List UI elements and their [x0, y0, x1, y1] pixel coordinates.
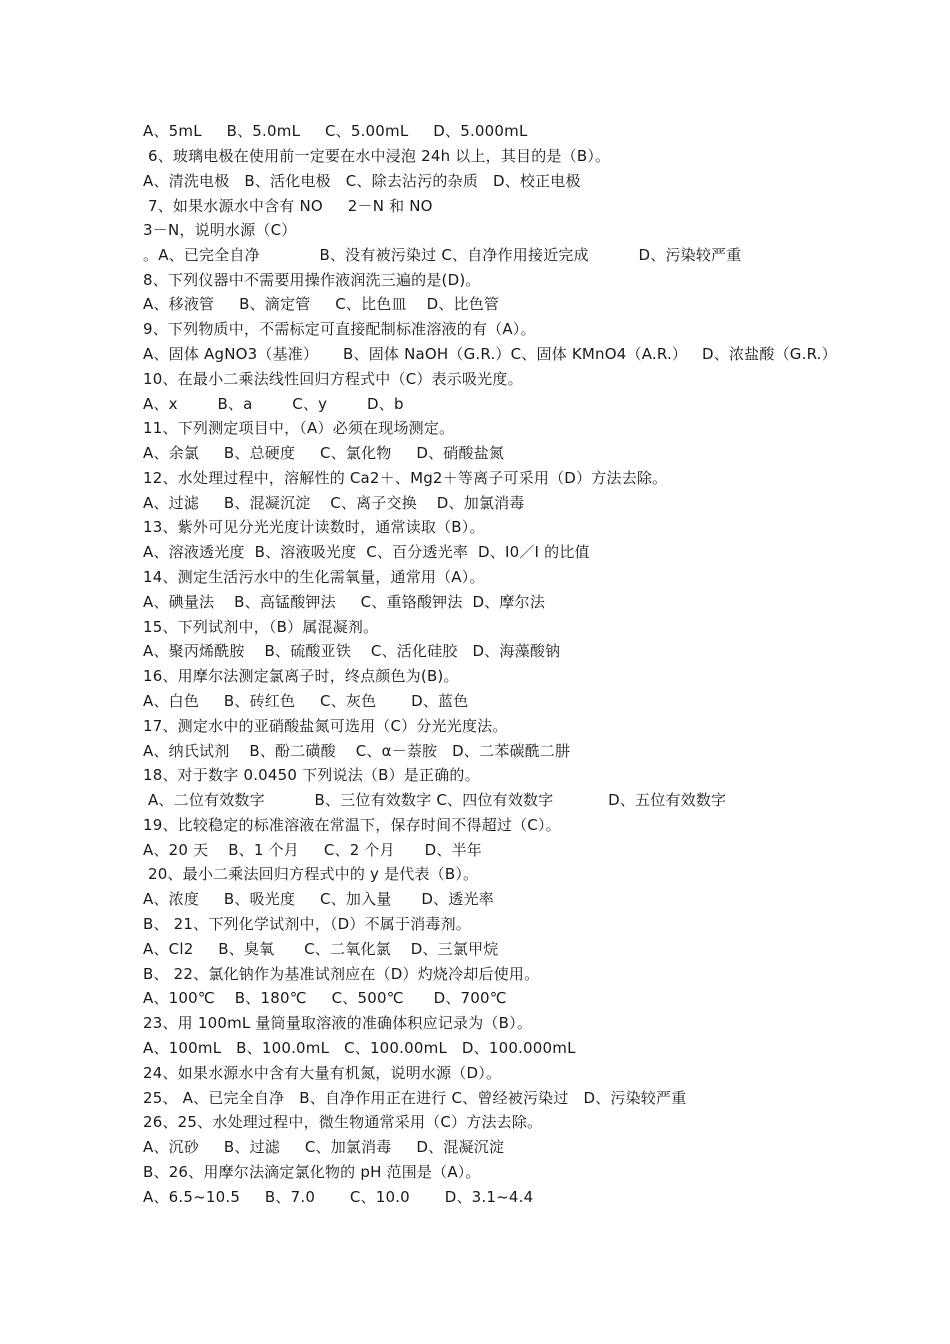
text-line-36: A、100℃ B、180℃ C、500℃ D、700℃ — [143, 989, 507, 1007]
text-line-4: 7、如果水源水中含有 NO 2－N 和 NO — [143, 197, 433, 215]
text-line-2: 6、玻璃电极在使用前一定要在水中浸泡 24h 以上，其目的是（B）。 — [143, 147, 611, 165]
text-line-27: 18、对于数字 0.0450 下列说法（B）是正确的。 — [143, 766, 480, 784]
text-line-9: 9、下列物质中，不需标定可直接配制标准溶液的有（A）。 — [143, 320, 536, 338]
text-line-34: A、Cl2 B、臭氧 C、二氧化氯 D、三氯甲烷 — [143, 940, 499, 958]
text-line-42: A、沉砂 B、过滤 C、加氯消毒 D、混凝沉淀 — [143, 1138, 505, 1156]
text-line-8: A、移液管 B、滴定管 C、比色皿 D、比色管 — [143, 295, 500, 313]
text-line-19: 14、测定生活污水中的生化需氧量，通常用（A）。 — [143, 568, 485, 586]
text-line-24: A、白色 B、砖红色 C、灰色 D、蓝色 — [143, 692, 469, 710]
text-line-32: A、浓度 B、吸光度 C、加入量 D、透光率 — [143, 890, 494, 908]
text-line-12: A、x B、a C、y D、b — [143, 395, 404, 413]
text-line-10: A、固体 AgNO3（基准） B、固体 NaOH（G.R.）C、固体 KMnO4（A.R.） D、浓盐酸（G.R.） — [143, 345, 837, 363]
text-line-22: A、聚丙烯酰胺 B、硫酸亚铁 C、活化硅胶 D、海藻酸钠 — [143, 642, 561, 660]
text-line-38: A、100mL B、100.0mL C、100.00mL D、100.000mL — [143, 1039, 576, 1057]
text-line-18: A、溶液透光度 B、溶液吸光度 C、百分透光率 D、I0／I 的比值 — [143, 543, 590, 561]
text-line-44: A、6.5~10.5 B、7.0 C、10.0 D、3.1~4.4 — [143, 1188, 534, 1206]
text-line-1: A、5mL B、5.0mL C、5.00mL D、5.000mL — [143, 122, 528, 140]
text-line-39: 24、如果水源水中含有大量有机氮，说明水源（D）。 — [143, 1064, 502, 1082]
text-line-35: B、 22、氯化钠作为基准试剂应在（D）灼烧冷却后使用。 — [143, 965, 540, 983]
text-line-28: A、二位有效数字 B、三位有效数字 C、四位有效数字 D、五位有效数字 — [143, 791, 727, 809]
text-line-33: B、 21、下列化学试剂中，（D）不属于消毒剂。 — [143, 915, 471, 933]
text-line-11: 10、在最小二乘法线性回归方程式中（C）表示吸光度。 — [143, 370, 523, 388]
text-line-40: 25、 A、已完全自净 B、自净作用正在进行 C、曾经被污染过 D、污染较严重 — [143, 1089, 687, 1107]
text-line-31: 20、最小二乘法回归方程式中的 y 是代表（B）。 — [143, 865, 479, 883]
text-line-14: A、余氯 B、总硬度 C、氯化物 D、硝酸盐氮 — [143, 444, 505, 462]
text-line-16: A、过滤 B、混凝沉淀 C、离子交换 D、加氯消毒 — [143, 494, 525, 512]
text-line-15: 12、水处理过程中，溶解性的 Ca2＋、Mg2＋等离子可采用（D）方法去除。 — [143, 469, 668, 487]
text-line-29: 19、比较稳定的标准溶液在常温下，保存时间不得超过（C）。 — [143, 816, 561, 834]
text-line-21: 15、下列试剂中，（B）属混凝剂。 — [143, 618, 379, 636]
text-line-5: 3－N，说明水源（C） — [143, 221, 297, 239]
text-line-23: 16、用摩尔法测定氯离子时，终点颜色为(B)。 — [143, 667, 459, 685]
text-line-17: 13、紫外可见分光光度计读数时，通常读取（B）。 — [143, 518, 485, 536]
text-line-7: 8、下列仪器中不需要用操作液润洗三遍的是(D)。 — [143, 271, 481, 289]
text-line-6: 。A、已完全自净 B、没有被污染过 C、自净作用接近完成 D、污染较严重 — [143, 246, 742, 264]
text-line-25: 17、测定水中的亚硝酸盐氮可选用（C）分光光度法。 — [143, 717, 508, 735]
text-line-13: 11、下列测定项目中，（A）必须在现场测定。 — [143, 419, 455, 437]
text-line-43: B、26、用摩尔法滴定氯化物的 pH 范围是（A）。 — [143, 1163, 481, 1181]
text-line-3: A、清洗电极 B、活化电极 C、除去沾污的杂质 D、校正电极 — [143, 172, 581, 190]
text-line-37: 23、用 100mL 量筒量取溶液的准确体积应记录为（B）。 — [143, 1014, 533, 1032]
text-line-20: A、碘量法 B、高锰酸钾法 C、重铬酸钾法 D、摩尔法 — [143, 593, 546, 611]
text-line-41: 26、25、水处理过程中，微生物通常采用（C）方法去除。 — [143, 1113, 543, 1131]
text-line-26: A、纳氏试剂 B、酚二磺酸 C、α－萘胺 D、二苯碳酰二肼 — [143, 742, 571, 760]
text-line-30: A、20 天 B、1 个月 C、2 个月 D、半年 — [143, 841, 482, 859]
